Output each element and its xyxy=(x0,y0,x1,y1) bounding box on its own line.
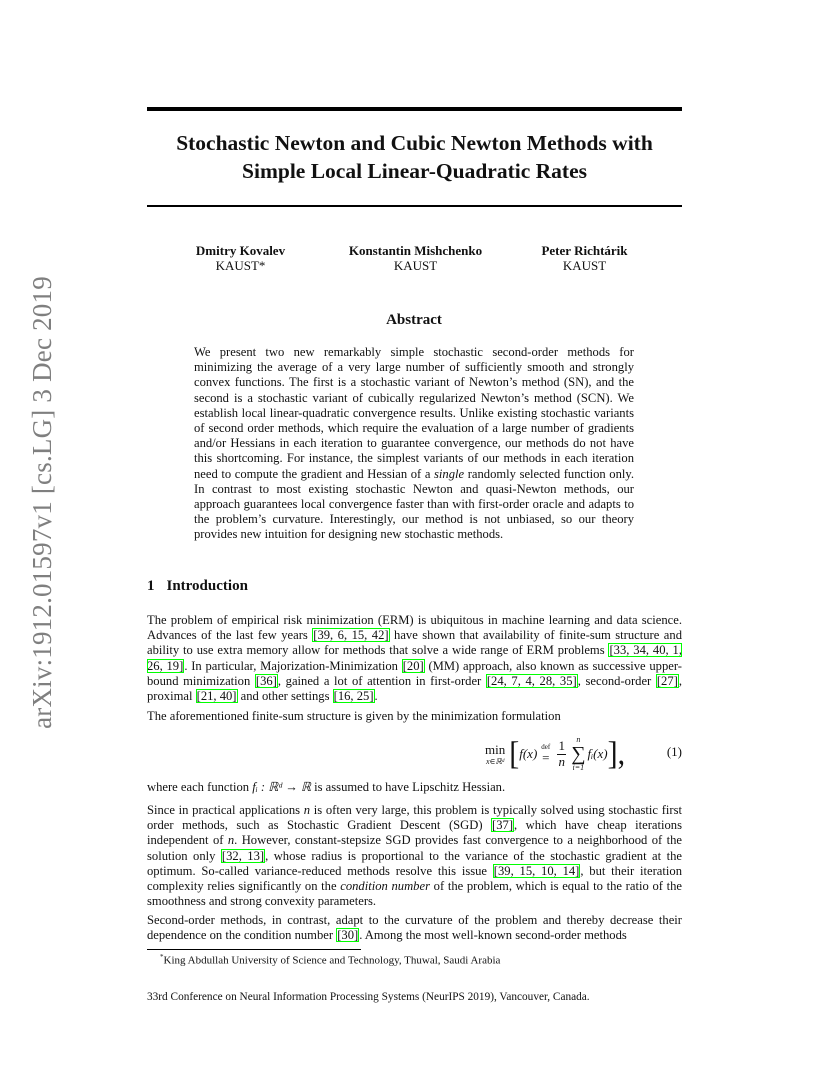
min-subscript: x∈ℝᵈ xyxy=(485,756,505,766)
section-title: Introduction xyxy=(166,578,248,594)
title-line-1: Stochastic Newton and Cubic Newton Methods with xyxy=(176,131,653,155)
paragraph-text: of the problem, which is equal to the ratio of the smoothness and strong convexity parameters. xyxy=(147,879,682,909)
min-operator xyxy=(485,743,505,766)
paragraph-text: , which have cheap iterations independent of xyxy=(147,818,682,848)
paragraph-text: , gained a lot of attention in first-order xyxy=(277,673,486,688)
citation-link[interactable]: [16, 25] xyxy=(333,689,374,704)
paragraph-text: , but their iteration complexity relies significantly on the xyxy=(147,863,682,894)
paragraph-text: . xyxy=(374,689,378,704)
paragraph-text: (MM) approach, also known as successive upper-bound minimization xyxy=(147,658,682,688)
citation-link[interactable]: [30] xyxy=(337,928,359,943)
paragraph-text: where each function xyxy=(147,780,253,794)
min-label: min xyxy=(485,741,506,757)
summation-operator xyxy=(571,736,585,772)
abstract-heading: Abstract xyxy=(386,312,442,328)
paragraph-text: The problem of empirical risk minimization (ERM) is ubiquitous in machine learning and data science. Advances of the last few years xyxy=(147,613,682,643)
intro-paragraph-2: The aforementioned finite-sum structure is given by the minimization formulation xyxy=(147,709,561,723)
def-label: def xyxy=(541,743,551,751)
equation-1 xyxy=(147,732,682,776)
inline-math: n xyxy=(303,803,311,817)
intro-paragraph-3 xyxy=(147,780,682,795)
paragraph-text: Second-order methods, in contrast, adapt to the curvature of the problem and thereby decrease their dependence on the condition number xyxy=(147,913,682,943)
citation-link[interactable]: [36] xyxy=(255,673,277,688)
conference-note: 33rd Conference on Neural Information Processing Systems (NeurIPS 2019), Vancouver, Canada. xyxy=(147,991,590,1003)
intro-paragraph-1 xyxy=(147,613,682,704)
abstract-text: We present two new remarkably simple stochastic second-order methods for minimizing the average of a very large number of sufficiently smooth and strongly convex functions. The first is a stochastic variant of Newton’s method (SN), and the second is a stochastic variant of cubically regularized Newton’s method (SCN). We establish local linear-quadratic convergence results. Unlike existing stochastic variants of second order methods, which require the evaluation of a large number of gradients and/or Hessians in each iteration to guarantee convergence, our methods do not have this shortcoming. For instance, the simplest variants of our methods in each iteration need to compute the gradient and Hessian of a xyxy=(194,345,634,481)
author-affiliation: KAUST xyxy=(562,258,607,273)
footnote-text: King Abdullah University of Science and Technology, Thuwal, Saudi Arabia xyxy=(163,954,501,967)
paragraph-text: is assumed to have Lipschitz Hessian. xyxy=(310,780,506,794)
f-of-x: f(x) xyxy=(519,746,538,761)
abstract-text: randomly selected function only. In contrast to most existing stochastic Newton and quasi-Newton methods, our approach guarantees local convergence faster than with first-order oracle and adapts to the problem’s curvature. Interestingly, our method is not unbiased, so our theory provides new intuition for designing new stochastic methods. xyxy=(194,466,634,542)
citation-link[interactable]: [21, 40] xyxy=(196,689,237,704)
fraction-one-over-n xyxy=(557,739,566,769)
author-name: Peter Richtárik xyxy=(541,243,628,258)
title-top-rule xyxy=(147,107,682,111)
citation-link[interactable]: [37] xyxy=(492,818,514,833)
paragraph-text: . Among the most well-known second-order methods xyxy=(359,928,627,943)
inline-math: n xyxy=(227,833,235,848)
paragraph-text: , whose radius is proportional to the variance of the stochastic gradient at the optimum. So-called variance-reduced methods resolve this issue xyxy=(147,848,682,878)
title-bottom-rule xyxy=(147,205,682,207)
author-affiliation: KAUST xyxy=(393,258,438,273)
inline-math: fᵢ : ℝᵈ → ℝ xyxy=(252,780,311,794)
fraction-numerator: 1 xyxy=(558,738,565,754)
citation-link[interactable]: [39, 15, 10, 14] xyxy=(493,863,580,878)
sum-lower-limit: i=1 xyxy=(572,763,585,772)
abstract-body xyxy=(194,345,634,543)
arxiv-identifier-stamp xyxy=(18,275,66,729)
equation-number: (1) xyxy=(666,744,682,759)
sigma-symbol: ∑ xyxy=(571,743,586,765)
author-name: Dmitry Kovalev xyxy=(195,243,286,258)
citation-link[interactable]: [27] xyxy=(656,673,678,688)
author-block xyxy=(178,243,303,273)
citation-link[interactable]: [39, 6, 15, 42] xyxy=(313,628,389,643)
paragraph-text: is often very large, this problem is typically solved using stochastic first order methods, such as Stochastic Gradient Descent (SGD) xyxy=(147,803,682,833)
fi-of-x: fᵢ(x) xyxy=(587,746,608,761)
emphasis-text: condition number xyxy=(340,879,430,894)
paragraph-text: , proximal xyxy=(147,673,682,704)
citation-link[interactable]: [33, 34, 40, 1, 26, 19] xyxy=(147,643,682,673)
equals-sign: = xyxy=(542,750,550,765)
footnote xyxy=(160,953,500,967)
arxiv-identifier-text: arXiv:1912.01597v1 [cs.LG] 3 Dec 2019 xyxy=(26,275,57,729)
equation-body xyxy=(485,732,625,776)
citation-link[interactable]: [20] xyxy=(402,658,424,673)
footnote-rule xyxy=(147,949,361,950)
author-affiliation: KAUST* xyxy=(215,258,266,273)
paragraph-text: , second-order xyxy=(577,673,656,688)
author-name: Konstantin Mishchenko xyxy=(348,243,483,258)
section-number: 1 xyxy=(147,578,155,594)
citation-link[interactable]: [32, 13] xyxy=(221,848,265,863)
intro-paragraph-5 xyxy=(147,913,682,943)
paper-title xyxy=(140,129,689,185)
left-bracket: [ xyxy=(509,735,520,772)
paragraph-text: and other settings xyxy=(237,689,333,704)
def-equals xyxy=(541,744,550,764)
author-block xyxy=(338,243,493,273)
citation-link[interactable]: [24, 7, 4, 28, 35] xyxy=(486,673,577,688)
paragraph-text: Since in practical applications xyxy=(147,803,304,817)
author-block xyxy=(522,243,647,273)
fraction-denominator: n xyxy=(558,753,565,769)
abstract-emphasis: single xyxy=(434,466,465,481)
title-line-2: Simple Local Linear-Quadratic Rates xyxy=(242,159,587,183)
footnote-mark: * xyxy=(160,953,164,961)
paragraph-text: . However, constant-stepsize SGD provides fast convergence to a neighborhood of the solution only xyxy=(147,833,682,863)
sum-upper-limit: n xyxy=(576,735,581,744)
right-bracket: ], xyxy=(607,735,626,772)
paragraph-text: have shown that availability of finite-sum structure and ability to use extra memory allow for methods that solve a wide range of ERM problems xyxy=(147,628,682,658)
intro-paragraph-4 xyxy=(147,803,682,909)
section-heading-introduction xyxy=(147,578,248,595)
paragraph-text: . In particular, Majorization-Minimization xyxy=(184,658,402,673)
